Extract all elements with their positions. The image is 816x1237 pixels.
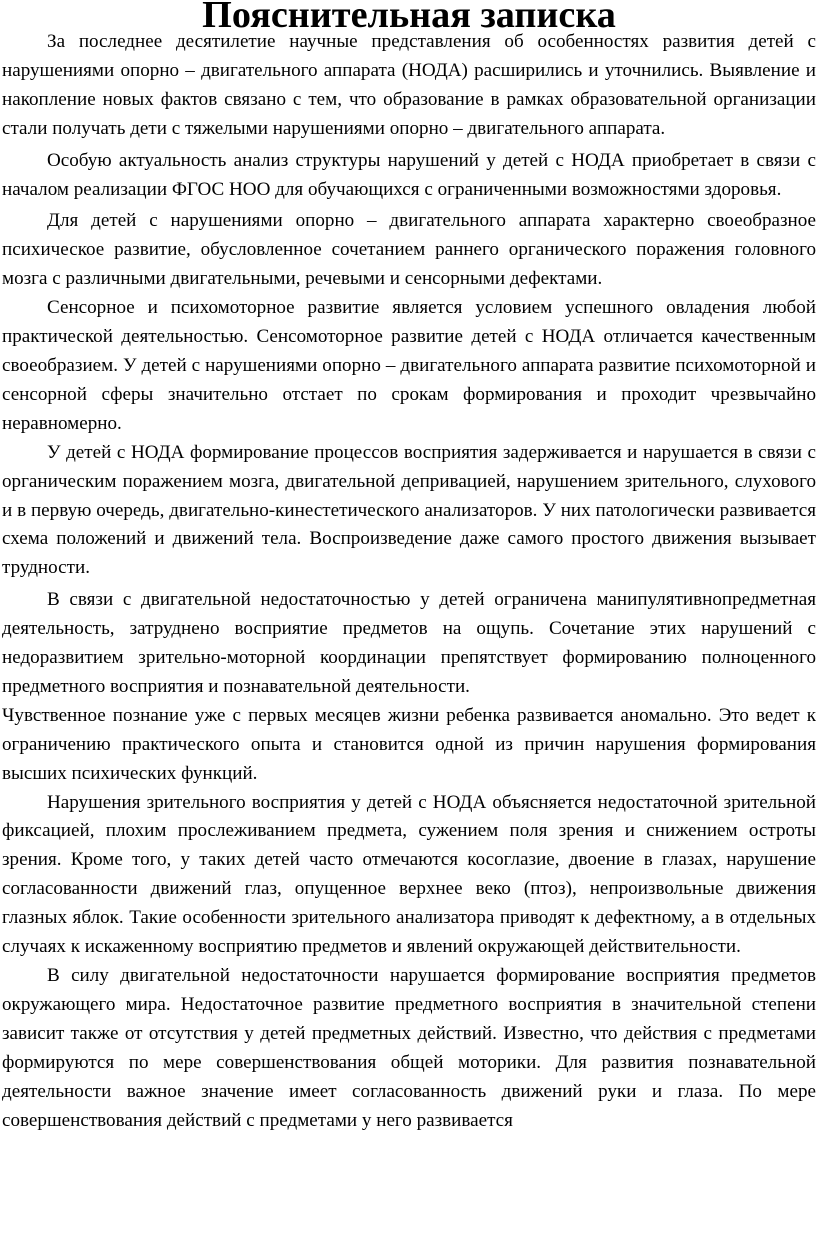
paragraph-5: У детей с НОДА формирование процессов восприятия задерживается и нарушается в связи с органическим поражением мозга, двигательной депривацией, нарушением зрительного, слухового и в первую очередь, двигательно-кинестетического анализаторов. У них патологически развивается схема положений и движений тела. Воспроизведение даже самого простого движения вызывает трудности. [2, 441, 816, 579]
paragraph-6: В связи с двигательной недостаточностью у детей ограничена манипулятивнопредметная деятельность, затруднено восприятие предметов на ощупь. Сочетание этих нарушений с недоразвитием зрительно-моторной координации препятствует формированию полноценного предметного восприятия и познавательной деятельности. [2, 589, 816, 697]
paragraph-3: Для детей с нарушениями опорно – двигательного аппарата характерно своеобразное психическое развитие, обусловленное сочетанием раннего органического поражения головного мозга с различными двигательными, речевыми и сенсорными дефектами. [2, 210, 816, 290]
paragraph-1: За последнее десятилетие научные представления об особенностях развития детей с нарушениями опорно – двигательного аппарата (НОДА) расширились и уточнились. Выявление и накопление новых фактов связано с тем, что образование в рамках образовательной организации стали получать дети с тяжелыми нарушениями опорно – двигательного аппарата. [2, 31, 816, 139]
paragraph-9: В силу двигательной недостаточности нарушается формирование восприятия предметов окружающего мира. Недостаточное развитие предметного восприятия в значительной степени зависит также от отсутствия у детей предметных действий. Известно, что действия с предметами формируются по мере совершенствования общей моторики. Для развития познавательной деятельности важное значение имеет согласованность движений руки и глаза. По мере совершенствования действий с предметами у него развивается [2, 965, 816, 1131]
paragraph-8: Нарушения зрительного восприятия у детей с НОДА объясняется недостаточной зрительной фиксацией, плохим прослеживанием предмета, сужением поля зрения и снижением остроты зрения. Кроме того, у таких детей часто отмечаются косоглазие, двоение в глазах, нарушение согласованности движений глаз, опущенное верхнее веко (птоз), непроизвольные движения глазных яблок. Такие особенности зрительного анализатора приводят к дефектному, а в отдельных случаях к искаженному восприятию предметов и явлений окружающей действительности. [2, 791, 816, 958]
paragraph-7: Чувственное познание уже с первых месяцев жизни ребенка развивается аномально. Это ведет к ограничению практического опыта и становится одной из причин нарушения формирования высших психических функций. [2, 704, 816, 784]
document-title: Пояснительная записка [202, 0, 616, 36]
paragraph-2: Особую актуальность анализ структуры нарушений у детей с НОДА приобретает в связи с началом реализации ФГОС НОО для обучающихся с ограниченными возможностями здоровья. [2, 149, 816, 200]
paragraph-4: Сенсорное и психомоторное развитие является условием успешного овладения любой практической деятельностью. Сенсомоторное развитие детей с НОДА отличается качественным своеобразием. У детей с нарушениями опорно – двигательного аппарата развитие психомоторной и сенсорной сферы значительно отстает по срокам формирования и проходит чрезвычайно неравномерно. [2, 297, 816, 434]
